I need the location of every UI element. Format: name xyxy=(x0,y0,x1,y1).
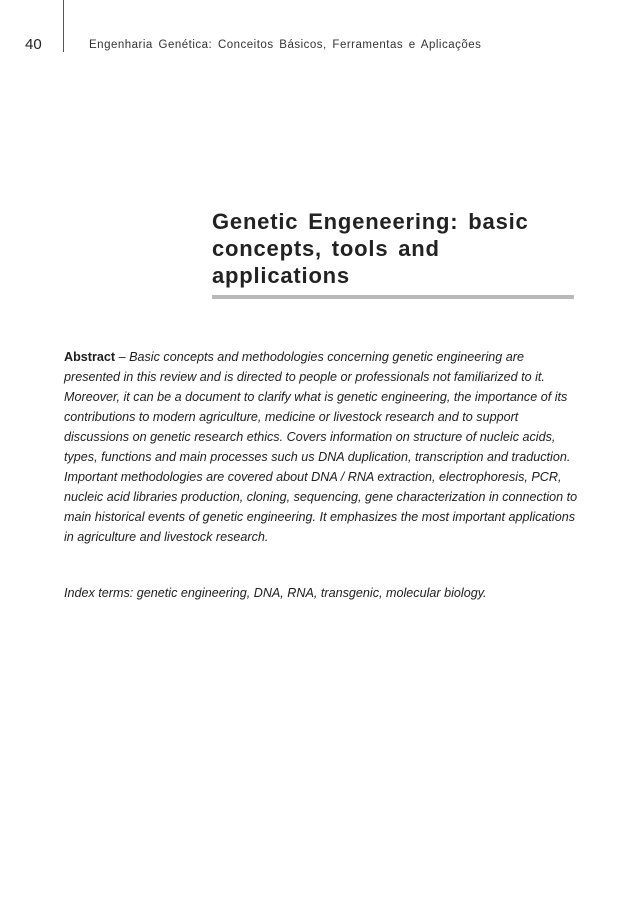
index-terms: Index terms: genetic engineering, DNA, RNA, transgenic, molecular biology. xyxy=(64,586,487,600)
abstract-dash: – xyxy=(115,350,130,364)
title-line-2: concepts, tools and xyxy=(212,236,440,261)
abstract-paragraph xyxy=(64,347,580,547)
abstract-text: Basic concepts and methodologies concerning genetic engineering are presented in this review and is directed to people or professionals not familiarized to it. Moreover, it can be a document to clarify what is genetic engineering, the importance of its contributions to modern agriculture, medicine or livestock research and to support discussions on genetic research ethics. Covers information on structure of nucleic acids, types, functions and main processes such us DNA duplication, transcription and traduction. Important methodologies are covered about DNA / RNA extraction, electrophoresis, PCR, nucleic acid libraries production, cloning, sequencing, gene characterization in connection to main historical events of genetic engineering. It emphasizes the most important applications in agriculture and livestock research. xyxy=(64,350,578,544)
title-line-3: applications xyxy=(212,263,350,288)
article-title-block xyxy=(212,208,574,299)
title-underline xyxy=(212,295,574,299)
title-line-1: Genetic Engeneering: basic xyxy=(212,209,529,234)
page-number: 40 xyxy=(25,36,42,53)
running-head: Engenharia Genética: Conceitos Básicos, Ferramentas e Aplicações xyxy=(89,39,482,51)
header-divider xyxy=(63,0,64,52)
article-title xyxy=(212,208,574,289)
abstract-label: Abstract xyxy=(64,350,116,364)
